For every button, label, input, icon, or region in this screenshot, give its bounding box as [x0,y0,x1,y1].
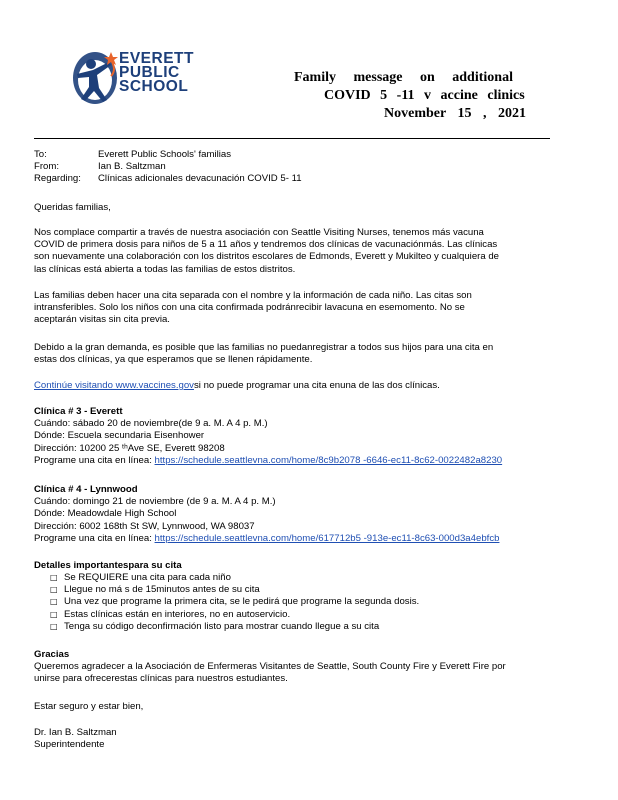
clinic-4-heading: Clínica # 4 - Lynnwood [34,484,138,495]
para-line: son nuevamente una colaboración con los distritos escolares de Edmonds, Everett y Mukilteo y cualquiera de [34,251,500,263]
list-item: □ Llegue no má s de 15minutos antes de su cita [50,584,260,596]
square-bullet-icon: □ [50,585,58,595]
memo-regarding-row [34,173,302,185]
para-line: las clínicas está abierta a todas las familias de estos distritos. [34,263,296,275]
clinic-3-section [34,406,584,467]
paragraph-vaccines-gov [34,380,584,392]
memo-to-label: To: [34,149,47,160]
figure-with-star-logo-icon [67,44,123,108]
header-divider [34,138,550,139]
list-item: □ Se REQUIERE una cita para cada niño [50,572,231,583]
signature-role: Superintendente [34,739,105,751]
signature-name: Dr. Ian B. Saltzman [34,727,117,738]
memo-from-value: Ian B. Saltzman [98,161,166,172]
memo-from-label: From: [34,161,60,172]
details-heading: Detalles importantespara su cita [34,560,182,571]
square-bullet-icon: □ [50,621,58,631]
clinic-4-address: Dirección: 6002 168th St SW, Lynnwood, WA 98037 [34,520,255,532]
closing: Estar seguro y estar bien, [34,701,144,712]
clinic-4-section [34,484,584,545]
clinic-4-where: Dónde: Meadowdale High School [34,508,177,520]
title-line-2: COVID 5 -11 v accine clinics [324,88,525,103]
greeting: Queridas familias, [34,202,111,213]
vaccines-gov-rest: si no puede programar una cita enuna de las dos clínicas. [193,380,440,391]
logo-line-3: SCHOOL [119,78,189,95]
square-bullet-icon: □ [50,597,58,607]
para-line: COVID de primera dosis para niños de 5 a 11 años y tendremos dos clínicas de vacunaciónmás. Las clínicas [34,239,498,251]
para-line: unirse para ofrecerestas clínicas para nuestros estudiantes. [34,673,288,685]
para-line: Nos complace compartir a través de nuestra asociación con Seattle Visiting Nurses, tenemos más vacuna [34,227,484,238]
memo-to-row [34,149,231,161]
thanks-section [34,649,584,686]
memo-from-row [34,161,166,173]
para-line: Queremos agradecer a la Asociación de Enfermeras Visitantes de Seattle, South County Fire y Everett Fire por [34,661,506,673]
clinic-4-schedule-link[interactable]: https://schedule.seattlevna.com/home/617712b5 -913e-ec11-8c63-000d3a4ebfcb [154,532,500,544]
logo-line-1: EVERETT [119,50,194,67]
title-line-1: Family message on additional [294,70,513,85]
paragraph-demand [34,342,584,366]
paragraph-appointments [34,290,584,327]
clinic-3-heading: Clínica # 3 - Everett [34,406,123,417]
para-line: estas dos clínicas, ya que esperamos que se llenen rápidamente. [34,354,313,366]
para-line: Debido a la gran demanda, es posible que las familias no puedanregistrar a todos sus hijos para una cita en [34,342,494,353]
thanks-heading: Gracias [34,649,70,660]
school-logo [67,44,202,108]
clinic-3-schedule-link[interactable]: https://schedule.seattlevna.com/home/8c9b2078 -6646-ec11-8c62-0022482a8230 [154,454,503,466]
square-bullet-icon: □ [50,573,58,582]
clinic-3-when: Cuándo: sábado 20 de noviembre(de 9 a. M. A 4 p. M.) [34,418,268,430]
vaccines-gov-link[interactable]: Continúe visitando www.vaccines.gov [34,380,194,391]
signature-block [34,727,584,751]
clinic-3-address: Dirección: 10200 25 ᵗʰAve SE, Everett 98208 [34,442,225,454]
clinic-3-where: Dónde: Escuela secundaria Eisenhower [34,430,205,442]
logo-line-2: PUBLIC [119,64,180,81]
paragraph-partnership [34,227,584,276]
clinic-4-when: Cuándo: domingo 21 de noviembre (de 9 a. M. A 4 p. M.) [34,496,276,508]
para-line: intransferibles. Solo los niños con una cita confirmada podránrecibir lavacuna en esemomento. No se [34,302,465,314]
list-item: □ Estas clínicas están en interiores, no en autoservicio. [50,608,291,620]
clinic-4-online-label: Programe una cita en línea: [34,532,152,544]
clinic-3-online-label: Programe una cita en línea: [34,454,152,466]
list-item: □ Una vez que programe la primera cita, se le pedirá que programe la segunda dosis. [50,596,420,608]
memo-to-value: Everett Public Schools' familias [98,149,232,160]
list-item: □ Tenga su código deconfirmación listo para mostrar cuando llegue a su cita [50,620,380,632]
para-line: aceptarán visitas sin cita previa. [34,314,170,326]
details-list [50,572,419,633]
memo-regarding-value: Clínicas adicionales devacunación COVID 5- 11 [98,173,302,184]
title-date: November 15 , 2021 [384,106,526,121]
logo-wordmark [119,52,194,94]
document-title [250,69,550,123]
memo-regarding-label: Regarding: [34,173,81,184]
para-line: Las familias deben hacer una cita separada con el nombre y la información de cada niño. Las citas son [34,290,472,301]
square-bullet-icon: □ [50,609,58,619]
